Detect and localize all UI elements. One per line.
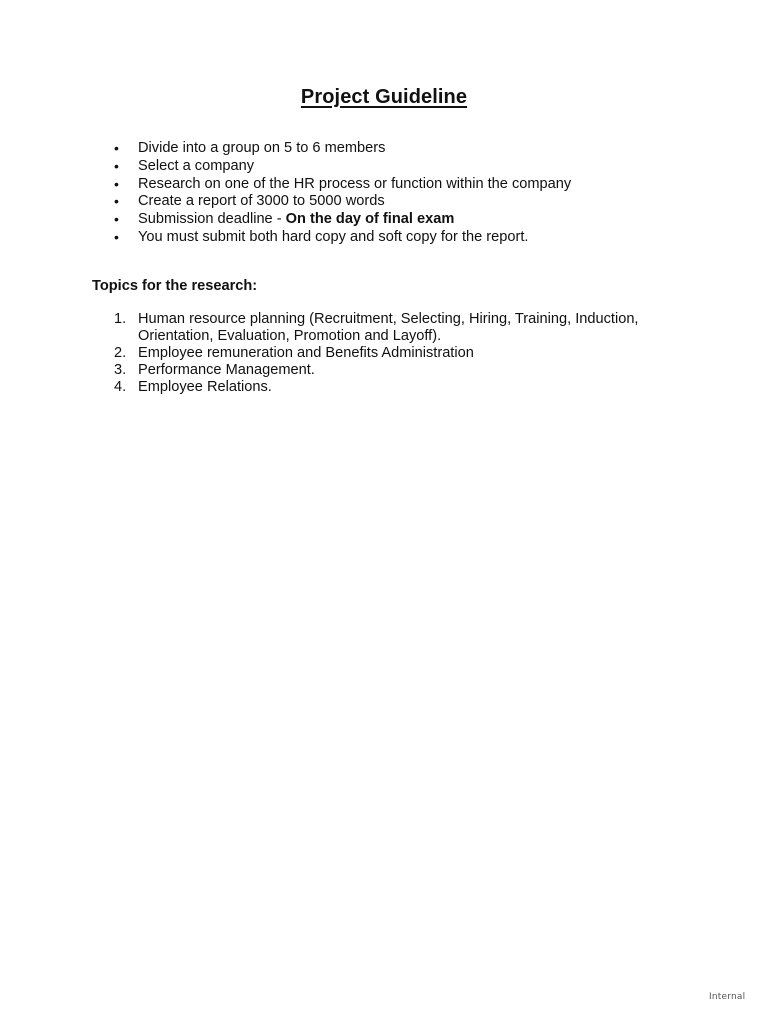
topic-number: 1. [114, 311, 127, 327]
guideline-text: Create a report of 3000 to 5000 words [138, 193, 385, 210]
bullet-icon: • [114, 157, 119, 174]
guideline-text: You must submit both hard copy and soft copy for the report. [138, 228, 529, 245]
topics-list [112, 311, 698, 396]
list-item [112, 379, 698, 396]
list-item [112, 193, 571, 211]
topic-text: Employee remuneration and Benefits Administration [138, 345, 474, 361]
bullet-icon: • [114, 140, 119, 156]
bullet-icon: • [114, 211, 119, 228]
guideline-text: Research on one of the HR process or function within the company [138, 175, 572, 192]
list-item [112, 345, 698, 362]
topic-number: 3. [114, 362, 127, 378]
list-item [112, 140, 571, 158]
guideline-text: Submission deadline - [138, 211, 286, 228]
bullet-icon: • [114, 193, 119, 210]
classification-label: Internal [709, 992, 746, 1002]
deadline-emphasis: On the day of final exam [285, 211, 455, 228]
topic-number: 2. [114, 345, 127, 361]
list-item [112, 311, 698, 345]
guideline-list [112, 140, 571, 247]
list-item [112, 158, 571, 176]
topic-text: Performance Management. [138, 362, 315, 378]
list-item [112, 229, 571, 247]
topic-text: Employee Relations. [138, 379, 272, 395]
list-item [112, 211, 571, 229]
bullet-icon: • [114, 228, 119, 245]
guideline-text: Select a company [138, 157, 255, 174]
list-item [112, 362, 698, 379]
page-title: Project Guideline [300, 86, 468, 108]
list-item [112, 176, 571, 194]
bullet-icon: • [114, 175, 119, 192]
topics-heading: Topics for the research: [92, 278, 258, 294]
topic-number: 4. [114, 379, 127, 395]
guideline-text: Divide into a group on 5 to 6 members [138, 140, 386, 156]
topic-text: Human resource planning (Recruitment, Selecting, Hiring, Training, Induction, Orientation, Evaluation, Promotion and Layoff). [138, 311, 639, 344]
